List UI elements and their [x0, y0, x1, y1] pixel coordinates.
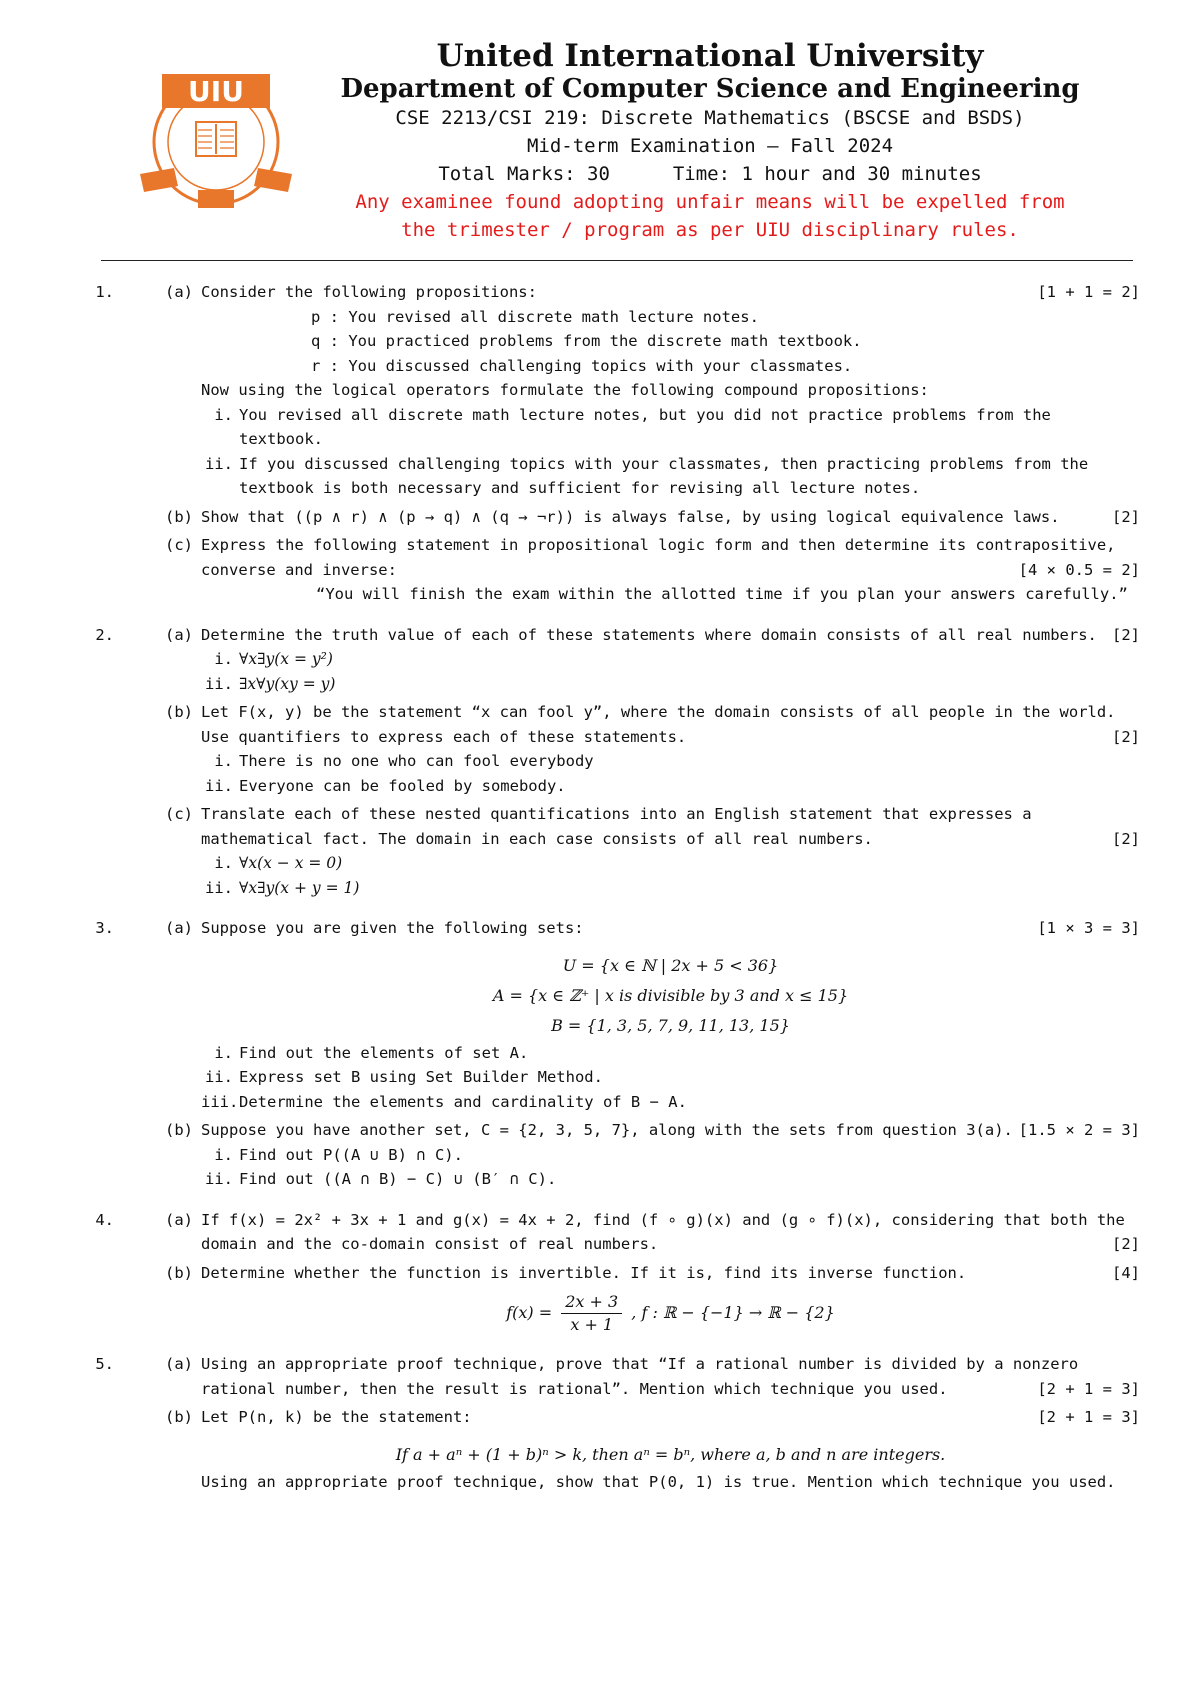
question-3b	[165, 1118, 1140, 1192]
part-label: (b)	[165, 1408, 193, 1426]
set-definition-a: A = {x ∈ ℤ⁺ | x is divisible by 3 and x ≤ 15}	[492, 985, 849, 1005]
marks: [2]	[1112, 829, 1140, 848]
question-number: 5.	[95, 1355, 114, 1373]
sub-text: There is no one who can fool everybody	[239, 752, 594, 770]
part-text: Determine the truth value of each of these statements where domain consists of all real numbers.	[201, 625, 1097, 644]
question-number: 2.	[95, 625, 114, 644]
question-2a	[165, 623, 1140, 697]
proposition-q: q : You practiced problems from the discrete math textbook.	[311, 332, 862, 350]
marks-time-line	[330, 160, 1090, 188]
question-2c	[165, 802, 1140, 900]
department-name: Department of Computer Science and Engineering	[340, 74, 1080, 104]
part-label: (a)	[165, 625, 193, 644]
fraction	[561, 1291, 622, 1336]
part-label: (a)	[165, 919, 193, 937]
sub-item	[201, 1041, 1140, 1066]
sub-label: i.	[214, 752, 233, 770]
logo-lettering: UIU	[188, 75, 244, 108]
sub-text: ∀x∃y(x + y = 1)	[239, 878, 360, 897]
sub-text: Everyone can be fooled by somebody.	[239, 776, 566, 795]
sub-item	[201, 1143, 1140, 1168]
marks: [4]	[1112, 1263, 1140, 1282]
marks: [1 × 3 = 3]	[1037, 919, 1140, 937]
sub-text: ∃x∀y(xy = y)	[239, 674, 336, 693]
sub-item	[201, 774, 1140, 799]
marks: [2]	[1112, 507, 1140, 526]
warning-line-2: the trimester / program as per UIU disciplinary rules.	[401, 219, 1019, 241]
sub-item	[201, 452, 1140, 501]
part-text: Let F(x, y) be the statement “x can fool y”, where the domain consists of all people in the world. Use quantifiers to express each of these statements.	[201, 703, 1116, 746]
question-1a	[165, 280, 1140, 501]
part-instruction: Using an appropriate proof technique, show that P(0, 1) is true. Mention which technique you used.	[201, 1472, 1116, 1491]
sub-text: Find out P((A ∪ B) ∩ C).	[239, 1145, 463, 1164]
marks: [2 + 1 = 3]	[1037, 1379, 1140, 1398]
sub-text: You revised all discrete math lecture notes, but you did not practice problems from the textbook.	[239, 405, 1051, 448]
marks: [4 × 0.5 = 2]	[1018, 560, 1140, 579]
question-2	[90, 623, 1140, 901]
part-text: Show that ((p ∧ r) ∧ (p → q) ∧ (q → ¬r)) is always false, by using logical equivalence laws.	[201, 507, 1060, 526]
sub-label: i.	[214, 854, 233, 872]
part-label: (b)	[165, 1263, 193, 1282]
sub-label: i.	[214, 1043, 233, 1062]
exam-title: Mid-term Examination – Fall 2024	[526, 135, 894, 157]
university-logo	[134, 66, 298, 224]
sub-label: ii.	[205, 1068, 233, 1086]
university-name: United International University	[436, 38, 984, 74]
total-marks: Total Marks: 30	[438, 163, 610, 185]
part-text: Express the following statement in propositional logic form and then determine its contrapositive, converse and inverse:	[201, 536, 1116, 579]
part-text: Determine whether the function is invertible. If it is, find its inverse function.	[201, 1263, 967, 1282]
part-text: Suppose you have another set, C = {2, 3, 5, 7}, along with the sets from question 3(a).	[201, 1121, 1013, 1139]
question-5a	[165, 1352, 1140, 1401]
part-label: (b)	[165, 507, 193, 526]
sub-item	[201, 1167, 1140, 1192]
question-3a	[165, 916, 1140, 1114]
part-label: (b)	[165, 1121, 193, 1139]
part-instruction: Now using the logical operators formulate the following compound propositions:	[201, 381, 929, 399]
sub-item	[201, 647, 1140, 672]
question-number: 3.	[95, 919, 114, 937]
part-text: Translate each of these nested quantifications into an English statement that expresses a mathematical fact. The domain in each case consists of all real numbers.	[201, 805, 1032, 848]
marks: [1 + 1 = 2]	[1037, 283, 1140, 301]
eq-lhs: f(x) =	[506, 1303, 553, 1322]
set-definition-u: U = {x ∈ ℕ | 2x + 5 < 36}	[562, 955, 779, 975]
part-label: (a)	[165, 1355, 193, 1373]
sub-label: ii.	[205, 1170, 233, 1188]
marks: [2]	[1112, 625, 1140, 644]
sub-label: i.	[214, 405, 233, 424]
course-title: CSE 2213/CSI 219: Discrete Mathematics (BSCSE and BSDS)	[395, 107, 1025, 129]
fraction-denominator: x + 1	[570, 1315, 614, 1334]
statement-pnk: If a + aⁿ + (1 + b)ⁿ > k, then aⁿ = bⁿ, where a, b and n are integers.	[395, 1444, 946, 1464]
part-text: Consider the following propositions:	[201, 283, 537, 301]
sub-text: ∀x∃y(x = y²)	[239, 650, 333, 668]
header-divider	[101, 260, 1133, 261]
marks: [2]	[1112, 1235, 1140, 1253]
sub-item	[201, 1065, 1140, 1090]
part-text: If f(x) = 2x² + 3x + 1 and g(x) = 4x + 2, find (f ∘ g)(x) and (g ∘ f)(x), considering that both the domain and the co-domain consist of real numbers.	[201, 1210, 1125, 1253]
question-5b	[165, 1405, 1140, 1494]
question-1c	[165, 533, 1140, 607]
sub-item	[201, 1090, 1140, 1115]
sub-label: ii.	[205, 454, 233, 473]
part-label: (c)	[165, 805, 193, 823]
sub-text: If you discussed challenging topics with your classmates, then practicing problems from the textbook is both necessary and sufficient for revising all lecture notes.	[239, 454, 1089, 497]
sub-label: ii.	[205, 878, 233, 897]
fraction-numerator: 2x + 3	[561, 1291, 622, 1314]
question-5	[90, 1352, 1140, 1494]
proposition-p: p : You revised all discrete math lecture notes.	[311, 307, 759, 326]
question-4b	[165, 1261, 1140, 1337]
set-definition-b: B = {1, 3, 5, 7, 9, 11, 13, 15}	[551, 1015, 790, 1035]
sub-item	[201, 851, 1140, 876]
proposition-r: r : You discussed challenging topics with your classmates.	[311, 356, 853, 375]
sub-label: i.	[214, 1145, 233, 1164]
part-text: Suppose you are given the following sets:	[201, 919, 584, 937]
question-number: 1.	[95, 283, 114, 301]
part-label: (c)	[165, 536, 193, 554]
sub-label: iii.	[201, 1092, 239, 1111]
sub-item	[201, 403, 1140, 452]
question-2b	[165, 700, 1140, 798]
sub-label: ii.	[205, 776, 233, 795]
warning-line-1: Any examinee found adopting unfair means will be expelled from	[355, 191, 1065, 213]
sub-text: Determine the elements and cardinality of B − A.	[239, 1092, 687, 1111]
part-label: (b)	[165, 703, 193, 721]
sub-label: ii.	[205, 674, 233, 693]
question-4a	[165, 1208, 1140, 1257]
sub-text: ∀x(x − x = 0)	[239, 854, 343, 872]
function-definition	[201, 1291, 1140, 1336]
marks: [2]	[1112, 727, 1140, 746]
sub-text: Find out the elements of set A.	[239, 1043, 529, 1062]
exam-time: Time: 1 hour and 30 minutes	[672, 163, 982, 185]
eq-domain: , f : ℝ − {−1} → ℝ − {2}	[631, 1303, 835, 1322]
question-4	[90, 1208, 1140, 1337]
question-number: 4.	[95, 1210, 114, 1229]
marks: [2 + 1 = 3]	[1037, 1408, 1140, 1426]
part-label: (a)	[165, 283, 193, 301]
exam-header	[330, 38, 1090, 244]
sub-item	[201, 876, 1140, 901]
sub-text: Find out ((A ∩ B) − C) ∪ (B′ ∩ C).	[239, 1170, 557, 1188]
sub-label: i.	[214, 650, 233, 668]
question-1b	[165, 505, 1140, 530]
sub-item	[201, 749, 1140, 774]
part-text: Using an appropriate proof technique, prove that “If a rational number is divided by a nonzero rational number, then the result is rational”. Mention which technique you used.	[201, 1355, 1079, 1398]
questions	[90, 280, 1140, 1502]
sub-item	[201, 672, 1140, 697]
question-3	[90, 916, 1140, 1192]
part-label: (a)	[165, 1210, 193, 1229]
part-text: Let P(n, k) be the statement:	[201, 1408, 472, 1426]
question-1	[90, 280, 1140, 607]
sub-text: Express set B using Set Builder Method.	[239, 1068, 603, 1086]
quoted-statement: “You will finish the exam within the allotted time if you plan your answers carefully.”	[316, 585, 1128, 603]
marks: [1.5 × 2 = 3]	[1018, 1121, 1140, 1139]
